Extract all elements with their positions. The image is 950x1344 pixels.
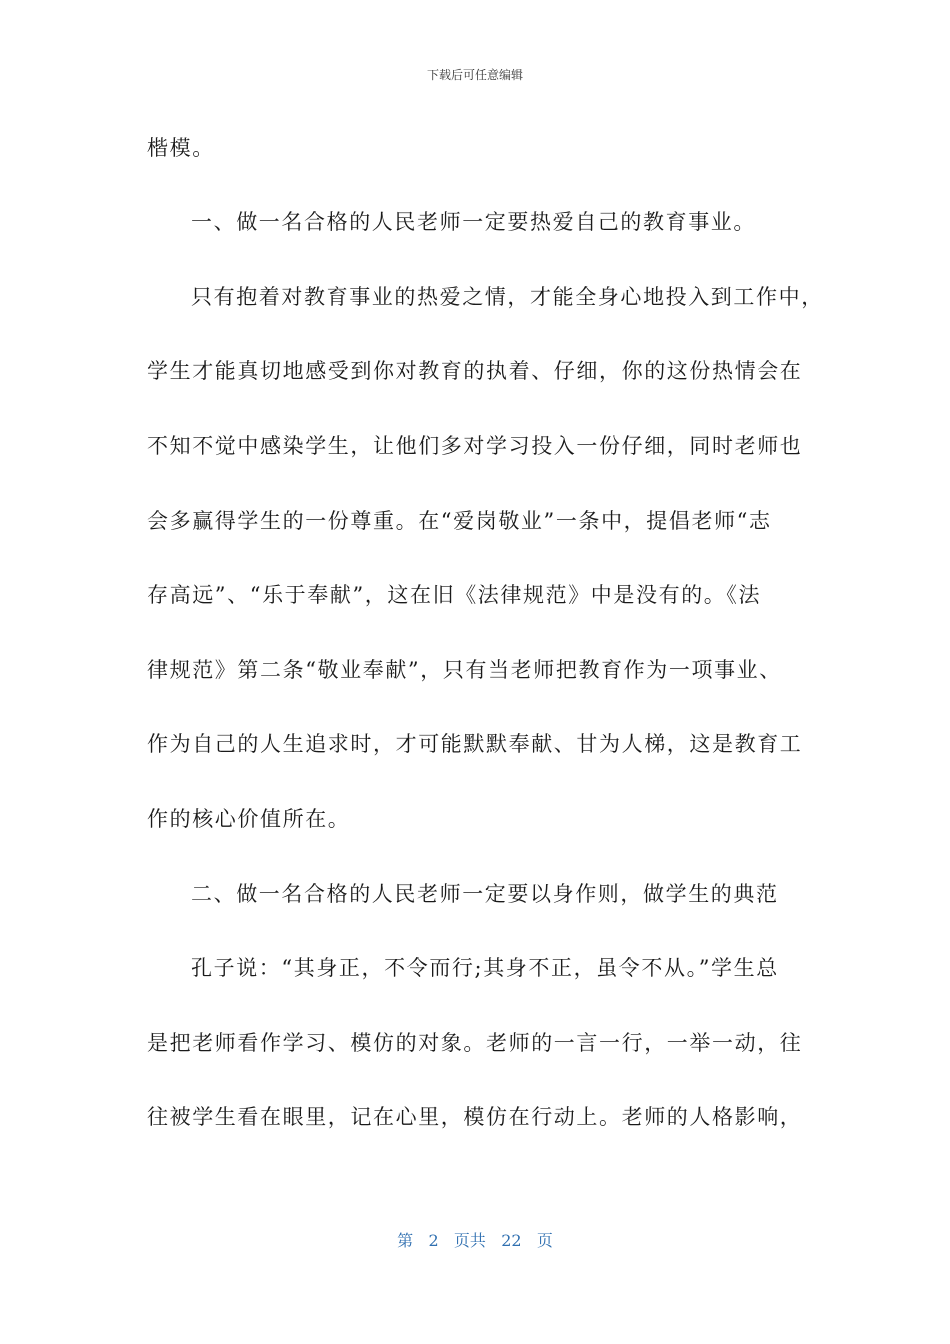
text-line-9: 作为自己的人生追求时，才可能默默奉献、甘为人梯，这是教育工 <box>147 732 803 756</box>
footer-prefix: 第 <box>397 1231 414 1250</box>
text-line-8: 律规范》第二条“敬业奉献”，只有当老师把教育作为一项事业、 <box>147 658 782 682</box>
section-heading-1: 一、做一名合格的人民老师一定要热爱自己的教育事业。 <box>191 210 756 234</box>
footer-suffix: 页 <box>536 1231 553 1250</box>
footer-middle: 页共 <box>453 1231 486 1250</box>
text-line-13: 是把老师看作学习、模仿的对象。老师的一言一行，一举一动，往 <box>147 1031 803 1055</box>
text-line-12: 孔子说：“其身正，不令而行;其身不正，虽令不从。”学生总 <box>191 956 779 980</box>
text-line-3: 只有抱着对教育事业的热爱之情，才能全身心地投入到工作中， <box>191 285 824 309</box>
footer-total-pages: 22 <box>501 1231 522 1250</box>
footer-current-page: 2 <box>428 1231 439 1250</box>
text-line-7: 存高远”、“乐于奉献”，这在旧《法律规范》中是没有的。《法 <box>147 583 762 607</box>
text-line-6: 会多赢得学生的一份尊重。在“爱岗敬业”一条中，提倡老师“志 <box>147 509 772 533</box>
text-line-4: 学生才能真切地感受到你对教育的执着、仔细，你的这份热情会在 <box>147 359 803 383</box>
text-line-14: 往被学生看在眼里，记在心里，模仿在行动上。老师的人格影响， <box>147 1105 803 1129</box>
section-heading-2: 二、做一名合格的人民老师一定要以身作则，做学生的典范 <box>191 882 779 906</box>
text-line-5: 不知不觉中感染学生，让他们多对学习投入一份仔细，同时老师也 <box>147 434 803 458</box>
page-footer <box>0 1228 950 1251</box>
page-header-note: 下载后可任意编辑 <box>426 68 523 82</box>
text-line-10: 作的核心价值所在。 <box>147 807 351 831</box>
text-line-1: 楷模。 <box>147 136 215 160</box>
